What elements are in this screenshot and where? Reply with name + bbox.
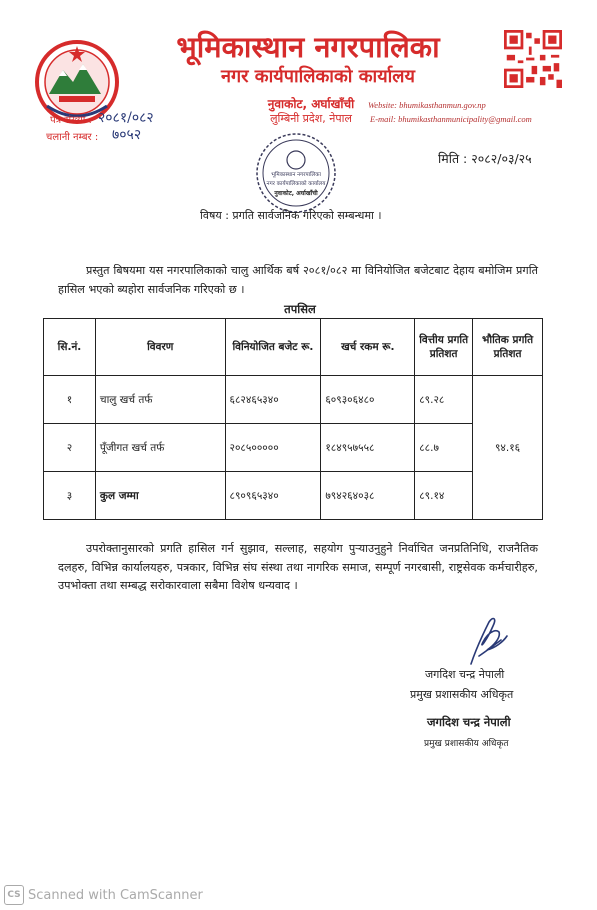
- header-expense: खर्च रकम रू.: [321, 319, 415, 376]
- patra-value: २०८१/०८२: [98, 110, 154, 126]
- office-title: भूमिकास्थान नगरपालिका: [176, 30, 440, 64]
- address-line-1: नुवाकोट, अर्घाखाँची: [267, 97, 355, 111]
- address-line-2: लुम्बिनी प्रदेश, नेपाल: [270, 112, 352, 125]
- row-expense: ६०९३०६४८०: [321, 376, 415, 424]
- scanner-watermark: [4, 885, 203, 905]
- header-budget: विनियोजित बजेट रू.: [225, 319, 321, 376]
- row-sn: २: [44, 424, 96, 472]
- table-row: [44, 472, 543, 520]
- stamp-line-1: भूमिकास्थान नगरपालिका: [271, 172, 321, 178]
- row-financial-progress: ८९.२८: [415, 376, 473, 424]
- intro-text: प्रस्तुत बिषयमा यस नगरपालिकाको चालु आर्थिक बर्ष २०८१/०८२ मा विनियोजित बजेटबाट देहाय बमोजिम प्रगति हासिल भएको ब्यहोरा सार्वजनिक गरिएको छ ।: [58, 264, 538, 296]
- table-header-row: [44, 319, 543, 376]
- table-row: [44, 376, 543, 424]
- office-subtitle: नगर कार्यपालिकाको कार्यालय: [221, 66, 415, 87]
- signatory-name: जगदिश चन्द्र नेपाली: [425, 668, 505, 681]
- row-financial-progress: ८८.७: [415, 424, 473, 472]
- intro-paragraph: [58, 262, 538, 299]
- row-budget: ८९०९६५३४०: [225, 472, 321, 520]
- progress-table: [43, 318, 543, 520]
- signatory-position: प्रमुख प्रशासकीय अधिकृत: [410, 688, 514, 701]
- camscanner-icon: CS: [4, 885, 24, 905]
- row-budget: ६८२४६५३४०: [225, 376, 321, 424]
- row-budget: २०८५०००००: [225, 424, 321, 472]
- website: Website: bhumikasthanmun.gov.np: [368, 100, 486, 110]
- patra-label: पत्र संख्या :: [50, 115, 92, 126]
- stamp-line-3: नुवाकोट, अर्घाखाँची: [274, 190, 318, 197]
- office-stamp: [253, 130, 339, 216]
- email: E-mail: bhumikasthanmunicipality@gmail.com: [370, 114, 532, 124]
- header-physical-progress: भौतिक प्रगति प्रतिशत: [473, 319, 543, 376]
- closing-text: उपरोक्तानुसारको प्रगति हासिल गर्न सुझाव, सल्लाह, सहयोग पुर्‍याउनुहुने निर्वाचित जनप्रतिनिधि, राजनैतिक दलहरु, विभिन्न कार्यालयहरु, पत्रकार, विभिन्न संघ संस्था तथा नागरिक समाज, सम्पूर्ण नगरबासी, राष्ट्रसेवक कर्मचारीहरु, उपभोक्ता तथा सम्बद्ध सरोकारवाला सबैमा विशेष धन्यवाद ।: [58, 542, 538, 592]
- row-sn: ३: [44, 472, 96, 520]
- header-financial-progress: वित्तीय प्रगति प्रतिशत: [415, 319, 473, 376]
- name-stamp: जगदिश चन्द्र नेपाली: [427, 715, 511, 729]
- header-sn: सि.नं.: [44, 319, 96, 376]
- scanner-text: Scanned with CamScanner: [28, 887, 203, 903]
- row-expense: १८४९५७५५८: [321, 424, 415, 472]
- position-stamp: प्रमुख प्रशासकीय अधिकृत: [424, 739, 509, 749]
- physical-progress: ९४.१६: [473, 376, 543, 520]
- chalani-label: चलानी नम्बर :: [46, 132, 99, 143]
- row-sn: १: [44, 376, 96, 424]
- header-description: विवरण: [95, 319, 225, 376]
- signature: [423, 612, 523, 672]
- row-description: चालु खर्च तर्फ: [95, 376, 225, 424]
- letter-date: मिति : २०८२/०३/२५: [438, 151, 532, 166]
- subject-line: विषय : प्रगति सार्वजनिक गरिएको सम्बन्धमा ।: [200, 209, 382, 222]
- stamp-line-2: नगर कार्यपालिकाको कार्यालय: [266, 181, 326, 187]
- table-caption: तपसिल: [284, 302, 316, 316]
- qr-code: [504, 30, 562, 88]
- table-row: [44, 424, 543, 472]
- closing-paragraph: [58, 540, 538, 596]
- row-description: कुल जम्मा: [95, 472, 225, 520]
- row-description: पूँजीगत खर्च तर्फ: [95, 424, 225, 472]
- row-expense: ७९४२६४०३८: [321, 472, 415, 520]
- chalani-value: ७०५२: [112, 127, 142, 143]
- row-financial-progress: ८९.१४: [415, 472, 473, 520]
